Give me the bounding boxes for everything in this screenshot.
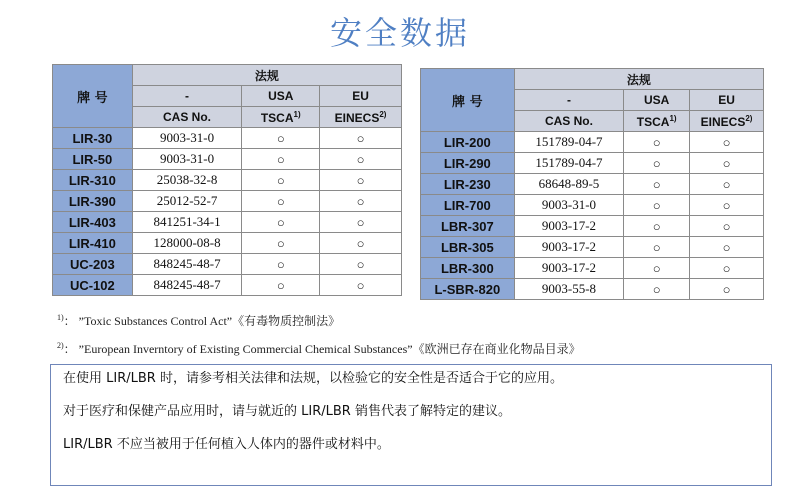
table-row: [421, 279, 764, 300]
brand-cell: LIR-200: [421, 132, 515, 153]
einecs-status-cell: ○: [690, 195, 764, 216]
brand-cell: LBR-305: [421, 237, 515, 258]
tsca-status-cell: ○: [242, 191, 320, 212]
cas-number-cell: 9003-31-0: [514, 195, 624, 216]
cas-number-cell: 68648-89-5: [514, 174, 624, 195]
cas-number-cell: 151789-04-7: [514, 132, 624, 153]
footnote-1: $^{1)}$： ”Toxic Substances Control Act”《有毒物质控制法》: [57, 313, 341, 328]
cas-header: CAS No.: [132, 107, 242, 128]
table-row: [53, 170, 402, 191]
tsca-status-cell: ○: [624, 153, 690, 174]
cas-number-cell: 128000-08-8: [132, 233, 242, 254]
tsca-status-cell: ○: [624, 258, 690, 279]
brand-cell: LIR-290: [421, 153, 515, 174]
table-row: [421, 258, 764, 279]
brand-cell: LBR-300: [421, 258, 515, 279]
cas-number-cell: 9003-31-0: [132, 149, 242, 170]
table-row: [421, 132, 764, 153]
usa-header: USA: [242, 86, 320, 107]
tsca-status-cell: ○: [624, 216, 690, 237]
tsca-header: TSCA$^{1)}$: [242, 107, 320, 128]
regulation-header: 法规: [132, 65, 401, 86]
cas-header: CAS No.: [514, 111, 624, 132]
einecs-header: EINECS$^{2)}$: [320, 107, 402, 128]
tsca-status-cell: ○: [242, 254, 320, 275]
regulation-header: 法规: [514, 69, 763, 90]
tsca-status-cell: ○: [624, 132, 690, 153]
einecs-status-cell: ○: [690, 279, 764, 300]
cas-number-cell: 841251-34-1: [132, 212, 242, 233]
table-row: [421, 216, 764, 237]
einecs-status-cell: ○: [690, 237, 764, 258]
table-row: [53, 149, 402, 170]
cas-number-cell: 848245-48-7: [132, 275, 242, 296]
table-row: [53, 212, 402, 233]
einecs-status-cell: ○: [320, 254, 402, 275]
einecs-status-cell: ○: [690, 132, 764, 153]
brand-cell: LIR-390: [53, 191, 133, 212]
einecs-status-cell: ○: [320, 233, 402, 254]
cas-number-cell: 848245-48-7: [132, 254, 242, 275]
einecs-header: EINECS$^{2)}$: [690, 111, 764, 132]
usage-notes-box: [50, 364, 772, 486]
table-row: [53, 233, 402, 254]
footnote-2: $^{2)}$： ”European Inverntory of Existing Commercial Chemical Substances”《欧洲已存在商业化物品目录》: [57, 341, 581, 356]
tsca-status-cell: ○: [242, 233, 320, 254]
table-row: [53, 128, 402, 149]
cas-number-cell: 9003-31-0: [132, 128, 242, 149]
tsca-status-cell: ○: [624, 195, 690, 216]
brand-cell: LIR-700: [421, 195, 515, 216]
brand-header: 牌 号: [53, 65, 133, 128]
table-row: [421, 174, 764, 195]
einecs-status-cell: ○: [320, 191, 402, 212]
note-implant: LIR/LBR 不应当被用于任何植入人体内的器件或材料中。: [63, 437, 390, 452]
cas-number-cell: 25038-32-8: [132, 170, 242, 191]
tsca-status-cell: ○: [624, 279, 690, 300]
brand-cell: L-SBR-820: [421, 279, 515, 300]
brand-cell: UC-203: [53, 254, 133, 275]
tsca-status-cell: ○: [242, 149, 320, 170]
tsca-status-cell: ○: [242, 212, 320, 233]
einecs-status-cell: ○: [690, 153, 764, 174]
tsca-status-cell: ○: [242, 128, 320, 149]
einecs-status-cell: ○: [320, 275, 402, 296]
brand-cell: LBR-307: [421, 216, 515, 237]
cas-number-cell: 9003-17-2: [514, 216, 624, 237]
table-row: [53, 254, 402, 275]
eu-header: EU: [690, 90, 764, 111]
brand-header: 牌 号: [421, 69, 515, 132]
tsca-header: TSCA$^{1)}$: [624, 111, 690, 132]
table-row: [421, 195, 764, 216]
page-title: 安全数据: [329, 14, 470, 52]
dash-header: -: [132, 86, 242, 107]
safety-table-1: [52, 64, 402, 296]
note-medical: 对于医疗和保健产品应用时，请与就近的 LIR/LBR 销售代表了解特定的建议。: [63, 404, 511, 419]
tsca-status-cell: ○: [624, 237, 690, 258]
brand-cell: LIR-403: [53, 212, 133, 233]
cas-number-cell: 25012-52-7: [132, 191, 242, 212]
cas-number-cell: 9003-17-2: [514, 237, 624, 258]
usa-header: USA: [624, 90, 690, 111]
dash-header: -: [514, 90, 624, 111]
brand-cell: LIR-50: [53, 149, 133, 170]
einecs-status-cell: ○: [690, 174, 764, 195]
einecs-status-cell: ○: [690, 216, 764, 237]
safety-table-2: [420, 68, 764, 300]
cas-number-cell: 9003-55-8: [514, 279, 624, 300]
brand-cell: LIR-30: [53, 128, 133, 149]
eu-header: EU: [320, 86, 402, 107]
brand-cell: LIR-310: [53, 170, 133, 191]
brand-cell: LIR-410: [53, 233, 133, 254]
einecs-status-cell: ○: [320, 149, 402, 170]
cas-number-cell: 9003-17-2: [514, 258, 624, 279]
cas-number-cell: 151789-04-7: [514, 153, 624, 174]
einecs-status-cell: ○: [690, 258, 764, 279]
einecs-status-cell: ○: [320, 212, 402, 233]
einecs-status-cell: ○: [320, 170, 402, 191]
table-row: [53, 275, 402, 296]
tsca-status-cell: ○: [242, 275, 320, 296]
table-row: [421, 237, 764, 258]
tsca-status-cell: ○: [624, 174, 690, 195]
table-row: [421, 153, 764, 174]
note-usage: 在使用 LIR/LBR 时，请参考相关法律和法规，以检验它的安全性是否适合于它的应用。: [63, 371, 563, 386]
brand-cell: UC-102: [53, 275, 133, 296]
table-row: [53, 191, 402, 212]
brand-cell: LIR-230: [421, 174, 515, 195]
einecs-status-cell: ○: [320, 128, 402, 149]
tsca-status-cell: ○: [242, 170, 320, 191]
